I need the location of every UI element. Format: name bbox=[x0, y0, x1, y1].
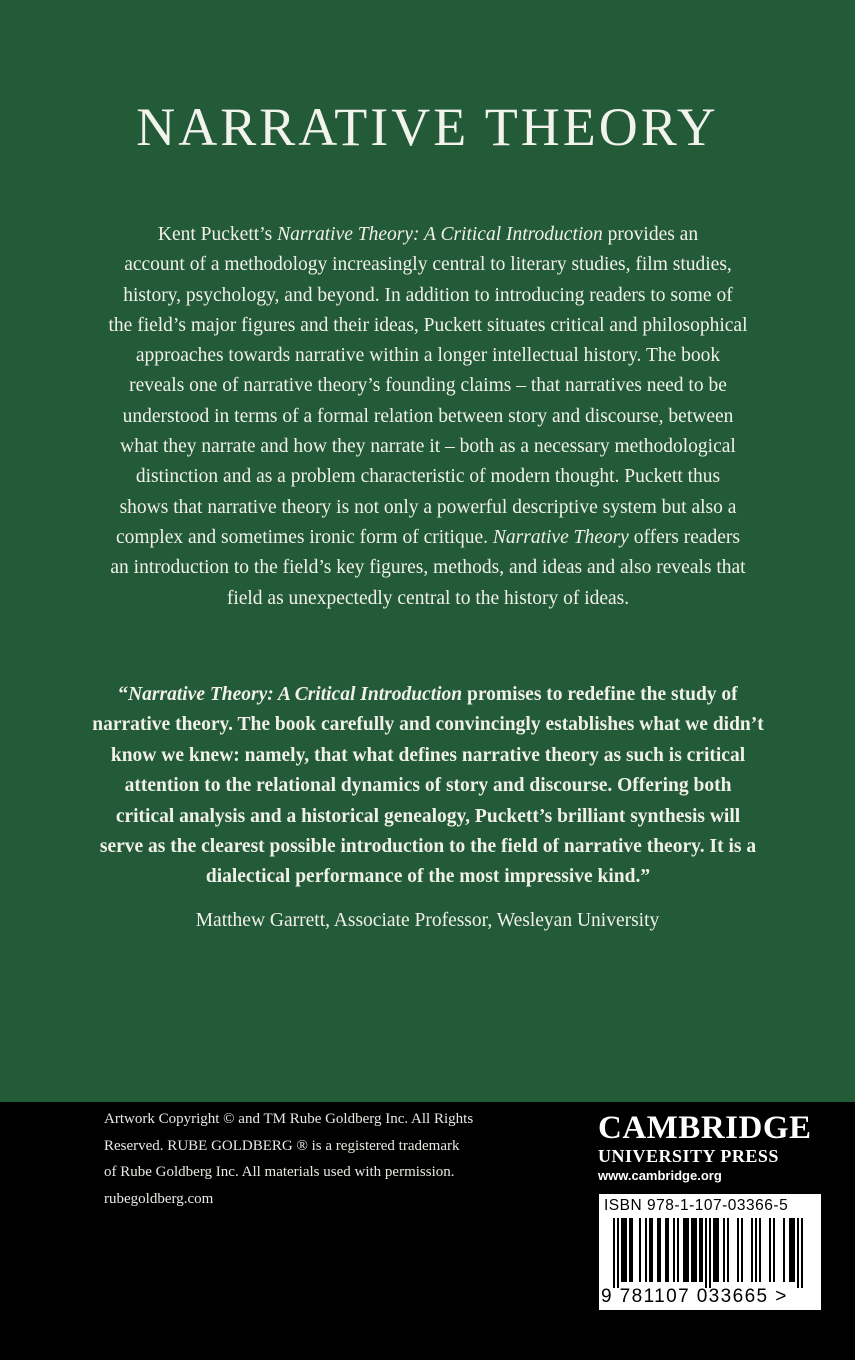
text-run: know we knew: namely, that what defines narrative theory as such is critical bbox=[110, 744, 746, 766]
barcode-bar bbox=[667, 1218, 669, 1282]
barcode-bar bbox=[699, 1218, 701, 1282]
barcode-bar bbox=[617, 1218, 619, 1288]
description-line bbox=[88, 462, 768, 492]
quote-line bbox=[88, 771, 768, 801]
barcode-bar bbox=[629, 1218, 631, 1282]
barcode-bar bbox=[687, 1218, 689, 1282]
text-run: narrative theory. The book carefully and convincingly establishes what we didn’t bbox=[92, 714, 764, 736]
text-run: Kent Puckett’s bbox=[157, 224, 278, 245]
barcode-bar bbox=[621, 1218, 623, 1282]
text-run: distinction and as a problem characteristic of modern thought. Puckett thus bbox=[135, 466, 721, 488]
description-line bbox=[88, 341, 768, 371]
description-line bbox=[88, 311, 768, 341]
description-line bbox=[88, 402, 768, 432]
text-run: “ bbox=[118, 684, 129, 705]
barcode-bar bbox=[649, 1218, 651, 1282]
isbn-barcode-panel bbox=[599, 1194, 821, 1310]
barcode-bar bbox=[717, 1218, 719, 1282]
barcode-bar bbox=[705, 1218, 707, 1288]
description-line bbox=[88, 584, 768, 614]
barcode-bar bbox=[801, 1218, 803, 1288]
text-run: understood in terms of a formal relation between story and discourse, between bbox=[122, 405, 734, 427]
text-run: provides an bbox=[602, 224, 699, 245]
text-run: an introduction to the field’s key figures, methods, and ideas and also reveals that bbox=[110, 557, 746, 579]
text-run: serve as the clearest possible introduction to the field of narrative theory. It is a bbox=[99, 836, 757, 858]
barcode-bar bbox=[685, 1218, 687, 1282]
barcode-bar bbox=[631, 1218, 633, 1282]
quote-line bbox=[88, 832, 768, 862]
description-line bbox=[88, 493, 768, 523]
description-line bbox=[88, 281, 768, 311]
barcode-bar bbox=[639, 1218, 641, 1282]
barcode-digits: 9 781107 033665 > bbox=[601, 1286, 788, 1307]
barcode-bar bbox=[665, 1218, 667, 1282]
barcode-bar bbox=[613, 1218, 615, 1288]
endorsement-quote bbox=[88, 680, 768, 893]
barcode-bar bbox=[693, 1218, 695, 1282]
barcode-bar bbox=[755, 1218, 757, 1282]
quote-line bbox=[88, 680, 768, 710]
publisher-name: CAMBRIDGE bbox=[598, 1110, 812, 1146]
description-line bbox=[88, 250, 768, 280]
description-line bbox=[88, 432, 768, 462]
barcode-bar bbox=[701, 1218, 703, 1282]
text-run: dialectical performance of the most impressive kind.” bbox=[205, 866, 651, 888]
publisher-url: www.cambridge.org bbox=[598, 1168, 722, 1183]
artwork-copyright bbox=[104, 1106, 574, 1212]
text-run: shows that narrative theory is not only a powerful descriptive system but also a bbox=[119, 496, 737, 518]
barcode-bar bbox=[723, 1218, 725, 1282]
barcode-bar bbox=[673, 1218, 675, 1282]
book-title: NARRATIVE THEORY bbox=[136, 97, 719, 157]
barcode-bar bbox=[737, 1218, 739, 1282]
barcode-bar bbox=[797, 1218, 799, 1288]
quote-line bbox=[88, 862, 768, 892]
barcode-bar bbox=[651, 1218, 653, 1282]
quote-line bbox=[88, 741, 768, 771]
text-run: what they narrate and how they narrate it – both as a necessary methodological bbox=[120, 436, 736, 458]
description-line bbox=[88, 523, 768, 553]
text-run: complex and sometimes ironic form of critique. bbox=[115, 526, 493, 548]
barcode-bar bbox=[769, 1218, 771, 1282]
text-run: offers readers bbox=[628, 526, 741, 548]
text-run: promises to redefine the study of bbox=[462, 684, 738, 705]
barcode-bar bbox=[715, 1218, 717, 1282]
text-run: attention to the relational dynamics of story and discourse. Offering both bbox=[124, 775, 732, 797]
barcode-bar bbox=[691, 1218, 693, 1282]
quote-attribution: Matthew Garrett, Associate Professor, Wesleyan University bbox=[195, 910, 660, 931]
italic-title: Narrative Theory: A Critical Introduction bbox=[128, 684, 463, 705]
barcode-bar bbox=[791, 1218, 793, 1282]
barcode-bar bbox=[683, 1218, 685, 1282]
barcode-bar bbox=[741, 1218, 743, 1282]
barcode-bar bbox=[709, 1218, 711, 1288]
text-run: reveals one of narrative theory’s founding claims – that narratives need to be bbox=[129, 375, 727, 397]
isbn-label: ISBN 978-1-107-03366-5 bbox=[604, 1197, 789, 1214]
barcode-bar bbox=[625, 1218, 627, 1282]
barcode-bar bbox=[759, 1218, 761, 1282]
text-run: critical analysis and a historical genealogy, Puckett’s brilliant synthesis will bbox=[115, 805, 741, 827]
barcode-bar bbox=[713, 1218, 715, 1282]
barcode-bar bbox=[773, 1218, 775, 1282]
copyright-line: Reserved. RUBE GOLDBERG ® is a registered trademark bbox=[104, 1137, 460, 1154]
barcode-bar bbox=[783, 1218, 785, 1282]
barcode-bar bbox=[727, 1218, 729, 1282]
description-line bbox=[88, 553, 768, 583]
barcode-bar bbox=[657, 1218, 659, 1282]
text-run: the field’s major figures and their ideas, Puckett situates critical and philosophical bbox=[108, 314, 748, 336]
quote-line bbox=[88, 710, 768, 740]
barcode-bar bbox=[695, 1218, 697, 1282]
text-run: field as unexpectedly central to the history of ideas. bbox=[226, 587, 630, 609]
description-line bbox=[88, 371, 768, 401]
barcode-bar bbox=[789, 1218, 791, 1282]
text-run: history, psychology, and beyond. In addition to introducing readers to some of bbox=[123, 284, 733, 306]
barcode-bar bbox=[793, 1218, 795, 1282]
text-run: approaches towards narrative within a longer intellectual history. The book bbox=[135, 345, 721, 367]
text-run: account of a methodology increasingly central to literary studies, film studies, bbox=[124, 254, 732, 276]
publisher-subtitle: UNIVERSITY PRESS bbox=[598, 1146, 779, 1166]
book-description bbox=[88, 220, 768, 614]
barcode-icon bbox=[613, 1218, 807, 1288]
barcode-bar bbox=[751, 1218, 753, 1282]
copyright-link: rubegoldberg.com bbox=[104, 1190, 214, 1207]
quote-line bbox=[88, 802, 768, 832]
italic-title: Narrative Theory: A Critical Introduction bbox=[277, 224, 603, 245]
copyright-line: Artwork Copyright © and TM Rube Goldberg Inc. All Rights bbox=[104, 1111, 474, 1127]
publisher-logo bbox=[598, 1110, 828, 1186]
barcode-bar bbox=[645, 1218, 647, 1282]
italic-title: Narrative Theory bbox=[492, 526, 629, 548]
barcode-bar bbox=[677, 1218, 679, 1282]
barcode-bar bbox=[659, 1218, 661, 1282]
copyright-line: of Rube Goldberg Inc. All materials used with permission. bbox=[104, 1164, 455, 1180]
description-line bbox=[88, 220, 768, 250]
barcode-bar bbox=[623, 1218, 625, 1282]
